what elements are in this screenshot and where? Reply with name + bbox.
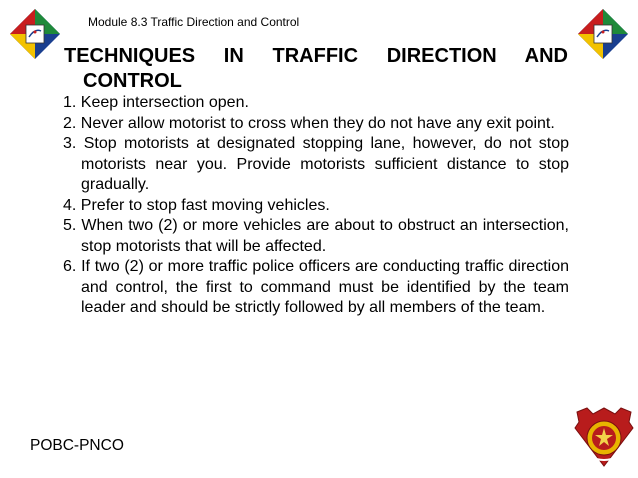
page-title: TECHNIQUES IN TRAFFIC DIRECTION AND	[64, 45, 568, 67]
technique-list	[63, 93, 569, 319]
diamond-emblem-icon	[577, 8, 629, 60]
list-item: 5. When two (2) or more vehicles are about to obstruct an intersection, stop motorists that will be affected.	[63, 217, 569, 255]
list-item: 2. Never allow motorist to cross when they do not have any exit point.	[63, 114, 555, 132]
list-item: 6. If two (2) or more traffic police officers are conducting traffic direction and control, the first to command must be identified by the team leader and should be strictly followed by all members of the team.	[63, 258, 569, 316]
list-item: 3. Stop motorists at designated stopping lane, however, do not stop motorists near you. Provide motorists sufficient distance to stop gradually.	[63, 135, 569, 193]
diamond-emblem-icon	[9, 8, 61, 60]
list-item: 1. Keep intersection open.	[63, 94, 249, 111]
module-label: Module 8.3 Traffic Direction and Control	[88, 15, 300, 29]
footer-label: POBC-PNCO	[30, 437, 124, 454]
police-seal-icon	[573, 404, 635, 468]
page-title-continuation: CONTROL	[83, 70, 182, 92]
list-item: 4. Prefer to stop fast moving vehicles.	[63, 196, 330, 214]
